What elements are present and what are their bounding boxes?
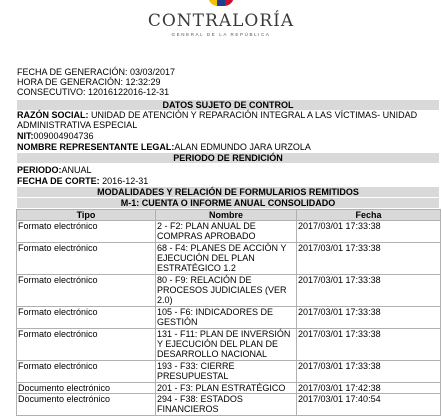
- razon-social: [17, 110, 439, 130]
- nit: [17, 131, 439, 141]
- razon-social-label: RAZÓN SOCIAL:: [17, 110, 89, 120]
- fecha-corte-value: 2016-12-31: [99, 176, 149, 186]
- report-meta: [17, 67, 175, 97]
- column-header-tipo: Tipo: [17, 210, 156, 221]
- cell-tipo: Documento electrónico: [17, 383, 156, 394]
- cell-nombre: 105 - F6: INDICADORES DE GESTIÓN: [156, 307, 297, 329]
- nit-value: 009004904736: [33, 131, 94, 141]
- modalidades-subheader: M-1: CUENTA O INFORME ANUAL CONSOLIDADO: [17, 198, 439, 208]
- cell-nombre: 131 - F11: PLAN DE INVERSIÓN Y EJECUCIÓN DEL PLAN DE DESARROLLO NACIONAL: [156, 329, 297, 361]
- cell-tipo: Formato electrónico: [17, 243, 156, 275]
- periodo: [17, 165, 439, 175]
- cell-tipo: Formato electrónico: [17, 361, 156, 383]
- formularios-table: [16, 209, 441, 416]
- hora-generacion: HORA DE GENERACIÓN: 12:32:29: [17, 77, 161, 87]
- nit-label: NIT:: [17, 131, 34, 141]
- representante-legal: [17, 142, 439, 152]
- cell-tipo: Formato electrónico: [17, 221, 156, 243]
- table-row: [17, 243, 441, 275]
- cell-tipo: Formato electrónico: [17, 275, 156, 307]
- cell-fecha: 2017/03/01 17:42:38: [297, 383, 441, 394]
- cell-fecha: 2017/03/01 17:33:38: [297, 307, 441, 329]
- cell-tipo: Formato electrónico: [17, 329, 156, 361]
- table-row: [17, 221, 441, 243]
- column-header-fecha: Fecha: [297, 210, 441, 221]
- representante-label: NOMBRE REPRESENTANTE LEGAL:: [17, 142, 175, 152]
- datos-sujeto-header: DATOS SUJETO DE CONTROL: [17, 100, 439, 110]
- cell-fecha: 2017/03/01 17:33:38: [297, 243, 441, 275]
- consecutivo: CONSECUTIVO: 12016122016-12-31: [17, 87, 170, 97]
- column-header-nombre: Nombre: [156, 210, 297, 221]
- logo-name: CONTRALORÍA: [147, 11, 295, 31]
- cell-tipo: Formato electrónico: [17, 307, 156, 329]
- cell-nombre: 294 - F38: ESTADOS FINANCIEROS: [156, 394, 297, 416]
- cell-nombre: 201 - F3: PLAN ESTRATÉGICO: [156, 383, 297, 394]
- table-row: [17, 307, 441, 329]
- cell-tipo: Documento electrónico: [17, 394, 156, 416]
- cell-nombre: 2 - F2: PLAN ANUAL DE COMPRAS APROBADO: [156, 221, 297, 243]
- logo-emblem-icon: [208, 0, 234, 6]
- table-row: [17, 329, 441, 361]
- logo-subtitle: GENERAL DE LA REPÚBLICA: [171, 32, 271, 37]
- table-row: [17, 383, 441, 394]
- fecha-generacion: FECHA DE GENERACIÓN: 03/03/2017: [17, 67, 176, 77]
- cell-nombre: 193 - F33: CIERRE PRESUPUESTAL: [156, 361, 297, 383]
- table-row: [17, 361, 441, 383]
- modalidades-header: MODALIDADES Y RELACIÓN DE FORMULARIOS REMITIDOS: [17, 187, 439, 197]
- cell-fecha: 2017/03/01 17:40:54: [297, 394, 441, 416]
- cell-nombre: 80 - F9: RELACIÓN DE PROCESOS JUDICIALES (VER 2.0): [156, 275, 297, 307]
- logo: [0, 0, 442, 50]
- periodo-header: PERIODO DE RENDICIÓN: [17, 153, 439, 163]
- fecha-corte-label: FECHA DE CORTE:: [17, 176, 100, 186]
- razon-social-value: UNIDAD DE ATENCIÓN Y REPARACIÓN INTEGRAL A LAS VÍCTIMAS- UNIDAD ADMINISTRATIVA ESPECIAL: [17, 110, 418, 130]
- periodo-value: ANUAL: [61, 165, 92, 175]
- fecha-corte: [17, 176, 439, 186]
- table-row: [17, 394, 441, 416]
- cell-fecha: 2017/03/01 17:33:38: [297, 329, 441, 361]
- periodo-label: PERIODO:: [17, 165, 62, 175]
- representante-value: ALAN EDMUNDO JARA URZOLA: [174, 142, 311, 152]
- cell-nombre: 68 - F4: PLANES DE ACCIÓN Y EJECUCIÓN DEL PLAN ESTRATÉGICO 1.2: [156, 243, 297, 275]
- table-header-row: [17, 210, 441, 221]
- cell-fecha: 2017/03/01 17:33:38: [297, 275, 441, 307]
- table-row: [17, 275, 441, 307]
- cell-fecha: 2017/03/01 17:33:38: [297, 221, 441, 243]
- cell-fecha: 2017/03/01 17:33:38: [297, 361, 441, 383]
